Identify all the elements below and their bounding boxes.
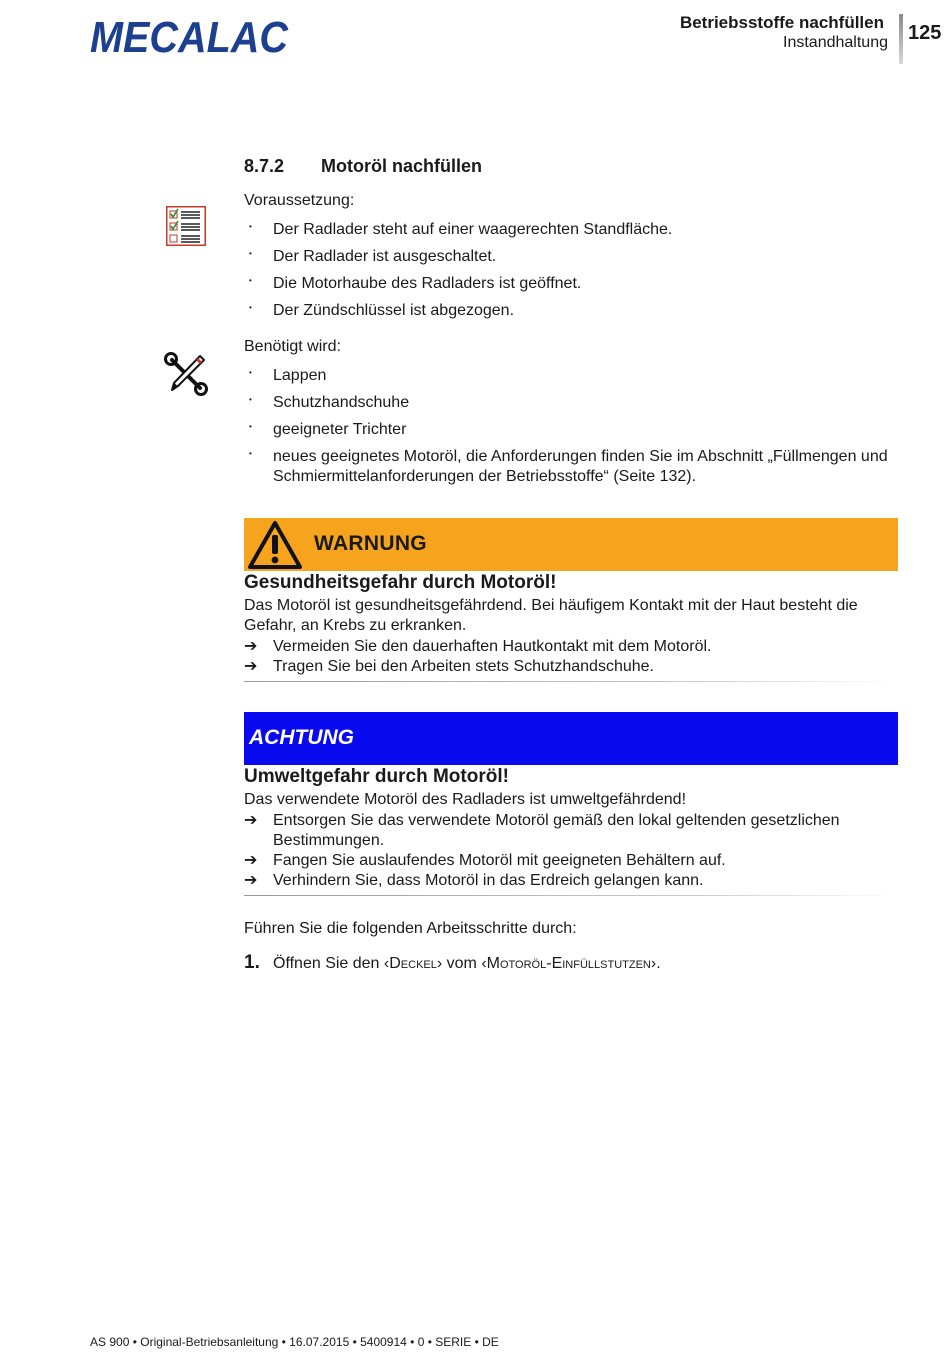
warning-text: Das Motoröl ist gesundheitsgefährdend. Bei häufigem Kontakt mit der Haut besteht die Gefahr, an Krebs zu erkranken. [244,597,858,634]
step-number: 1. [244,952,260,973]
list-item: • Die Motorhaube des Radladers ist geöffnet. [244,274,904,294]
header-divider [899,14,903,64]
footer-text: AS 900 • Original-Betriebsanleitung • 16.07.2015 • 5400914 • 0 • SERIE • DE [90,1335,499,1349]
arrow-icon: ➔ [244,812,258,829]
procedure-intro: Führen Sie die folgenden Arbeitsschritte durch: [244,920,577,937]
arrow-icon: ➔ [244,638,258,655]
list-item: • neues geeignetes Motoröl, die Anforderungen finden Sie im Abschnitt „Füllmengen und Schmiermittelanforderungen der Betriebsstoffe“ (Seite 132). [244,447,904,487]
section-heading [244,156,482,177]
warning-title: Gesundheitsgefahr durch Motoröl! [244,572,557,593]
list-item: • Der Radlader ist ausgeschaltet. [244,247,904,267]
list-item: • Lappen [244,366,904,386]
prerequisites-list [244,220,904,321]
caution-actions [244,811,904,891]
arrow-icon: ➔ [244,658,258,675]
list-item: ➔ Vermeiden Sie den dauerhaften Hautkontakt mit dem Motoröl. [244,638,712,655]
checklist-icon [166,206,206,246]
required-label: Benötigt wird: [244,338,341,355]
tools-icon [164,352,208,396]
list-item: ➔ Tragen Sie bei den Arbeiten stets Schutzhandschuhe. [244,658,654,675]
header-subtitle: Instandhaltung [783,34,888,51]
list-item: • geeigneter Trichter [244,420,904,440]
page-number: 125 [908,22,942,44]
component-einfuellstutzen: ‹Motoröl-Einfüllstutzen› [481,955,657,972]
list-item: ➔ Verhindern Sie, dass Motoröl in das Erdreich gelangen kann. [244,872,704,889]
svg-text:MECALAC: MECALAC [90,14,290,58]
component-deckel: ‹Deckel› [383,955,443,972]
arrow-icon: ➔ [244,852,258,869]
section-title: Motoröl nachfüllen [321,156,482,176]
list-item: • Der Radlader steht auf einer waagerechten Standfläche. [244,220,904,240]
caution-text: Das verwendete Motoröl des Radladers ist umweltgefährdend! [244,791,687,808]
section-number: 8.7.2 [244,156,285,176]
mecalac-logo [90,14,290,58]
caution-title: Umweltgefahr durch Motoröl! [244,766,509,787]
divider [244,681,898,682]
required-list [244,366,904,487]
arrow-icon: ➔ [244,872,258,889]
warning-actions [244,637,904,677]
list-item: ➔ Fangen Sie auslaufendes Motoröl mit geeigneten Behältern auf. [244,852,726,869]
warning-signal-word: WARNUNG [314,532,427,555]
header-title: Betriebsstoffe nachfüllen [679,13,884,32]
prerequisites-label: Voraussetzung: [244,192,355,209]
list-item: ➔ Entsorgen Sie das verwendete Motoröl gemäß den lokal geltenden gesetzlichen Bestimmungen. [244,812,840,849]
list-item: • Schutzhandschuhe [244,393,904,413]
divider [244,895,898,896]
caution-signal-word: ACHTUNG [249,726,354,749]
list-item: • Der Zündschlüssel ist abgezogen. [244,301,904,321]
warning-triangle-icon [247,520,303,570]
step-item: 1. Öffnen Sie den ‹Deckel› vom ‹Motoröl-Einfüllstutzen›. [244,952,661,973]
